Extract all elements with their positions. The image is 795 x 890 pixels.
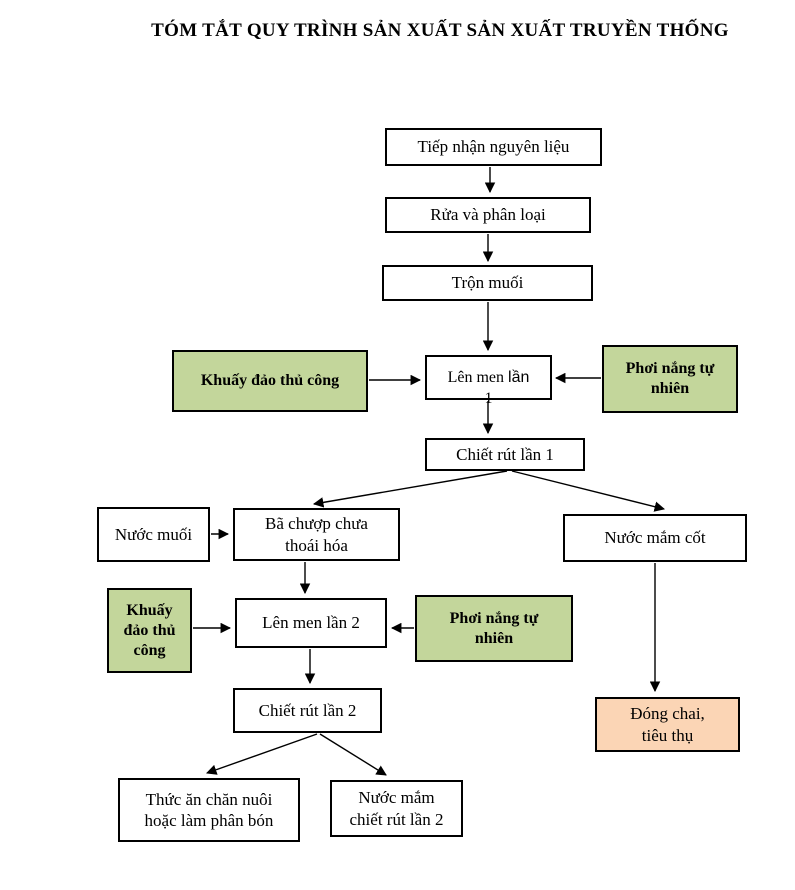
node-label-line: Khuấy [126, 601, 173, 619]
node-label-line: nhiên [474, 629, 514, 647]
node-phoi-nang-tu-nhien-1 [602, 345, 738, 413]
node-rua-va-phan-loai [385, 197, 591, 233]
node-phoi-nang-tu-nhien-2 [415, 595, 573, 662]
node-len-men-lan-2 [235, 598, 387, 648]
node-khuay-dao-thu-cong-1 [172, 350, 368, 412]
node-label-line: Phơi nắng tự [625, 360, 715, 377]
node-label: Khuấy đảo thủ công [200, 372, 340, 389]
node-tiep-nhan-nguyen-lieu [385, 128, 602, 166]
node-label: Nước muối [114, 524, 193, 544]
node-nuoc-muoi [97, 507, 210, 562]
node-label: Rửa và phân loại [430, 205, 546, 225]
node-chiet-rut-lan-2 [233, 688, 382, 733]
arrow-chietrut2-nuocmam2 [320, 734, 386, 775]
node-nuoc-mam-chiet-rut-lan-2 [330, 780, 463, 837]
node-label-line: Thức ăn chăn nuôi [145, 789, 273, 809]
arrow-chietrut1-nuocmamcot [512, 471, 664, 509]
node-label-line: Nước mắm [358, 788, 435, 808]
node-label-line: đảo thủ [123, 621, 176, 639]
arrow-chietrut1-bachuop [314, 471, 507, 504]
node-label-line: chiết rút lần 2 [349, 809, 444, 829]
node-label-line: hoặc làm phân bón [144, 811, 274, 830]
arrow-chietrut2-thucan [207, 734, 317, 773]
node-tron-muoi [382, 265, 593, 301]
node-label: Chiết rút lần 2 [258, 700, 357, 720]
node-label: Chiết rút lần 1 [456, 444, 554, 464]
node-label: Trộn muối [451, 273, 524, 293]
node-thuc-an-chan-nuoi [118, 778, 300, 842]
node-label: Lên men lần [447, 368, 530, 386]
node-nuoc-mam-cot [563, 514, 747, 562]
node-chiet-rut-lan-1 [425, 438, 585, 471]
node-dong-chai-tieu-thu [595, 697, 740, 752]
node-khuay-dao-thu-cong-2 [107, 588, 192, 673]
node-len-men-lan-1 [425, 355, 552, 407]
node-label-line: tiêu thụ [641, 725, 694, 745]
node-label-line: nhiên [650, 380, 690, 397]
clipped-wrapped-digit: 1 [484, 390, 493, 407]
node-label: Lên men lần 2 [262, 613, 360, 633]
node-label: Nước mắm cốt [604, 528, 706, 548]
node-label-line: Bã chượp chưa [265, 514, 368, 534]
diagram-title: TÓM TẮT QUY TRÌNH SẢN XUẤT SẢN XUẤT TRUYỀN THỐNG [151, 20, 729, 41]
node-label-line: Phơi nắng tự [449, 609, 539, 627]
node-label: Tiếp nhận nguyên liệu [417, 137, 570, 157]
node-ba-chuop-chua-thoai-hoa [233, 508, 400, 561]
node-label-line: công [133, 641, 166, 659]
node-label-line: thoái hóa [285, 535, 348, 555]
node-label-line: Đóng chai, [630, 704, 705, 724]
